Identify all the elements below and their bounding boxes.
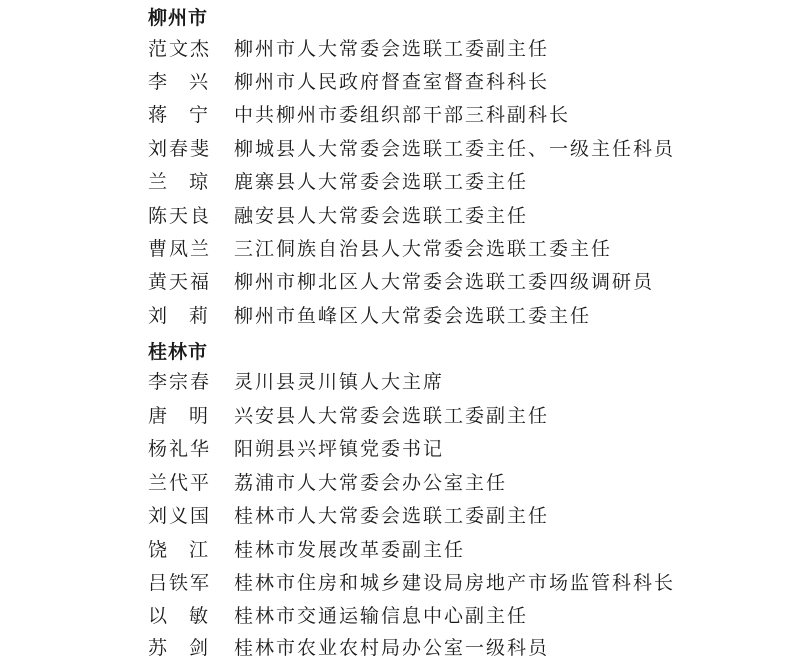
person-name: 黄天福 <box>148 271 212 293</box>
person-title: 桂林市发展改革委副主任 <box>234 539 466 561</box>
person-name: 李 兴 <box>148 71 208 93</box>
person-name: 蒋 宁 <box>148 104 208 126</box>
person-title: 兴安县人大常委会选联工委副主任 <box>234 405 550 427</box>
person-name: 兰 琼 <box>148 171 208 193</box>
person-title: 灵川县灵川镇人大主席 <box>234 371 445 393</box>
person-title: 柳州市鱼峰区人大常委会选联工委主任 <box>234 305 592 327</box>
person-name: 曹凤兰 <box>148 238 212 260</box>
person-title: 三江侗族自治县人大常委会选联工委主任 <box>234 238 613 260</box>
person-name: 李宗春 <box>148 371 212 393</box>
person-title: 桂林市交通运输信息中心副主任 <box>234 605 529 627</box>
person-name: 刘义国 <box>148 505 212 527</box>
section-heading-liuzhou: 柳州市 <box>148 7 209 29</box>
person-title: 柳州市柳北区人大常委会选联工委四级调研员 <box>234 271 655 293</box>
person-name: 苏 剑 <box>148 637 208 659</box>
section-heading-guilin: 桂林市 <box>148 341 209 363</box>
person-name: 以 敏 <box>148 605 208 627</box>
person-name: 饶 江 <box>148 539 208 561</box>
person-title: 桂林市住房和城乡建设局房地产市场监管科科长 <box>234 572 676 594</box>
person-title: 桂林市农业农村局办公室一级科员 <box>234 637 550 659</box>
person-title: 阳朔县兴坪镇党委书记 <box>234 438 445 460</box>
person-name: 兰代平 <box>148 472 212 494</box>
person-title: 鹿寨县人大常委会选联工委主任 <box>234 171 529 193</box>
person-name: 陈天良 <box>148 205 212 227</box>
person-name: 吕铁军 <box>148 572 212 594</box>
person-title: 柳州市人大常委会选联工委副主任 <box>234 38 550 60</box>
person-title: 荔浦市人大常委会办公室主任 <box>234 472 508 494</box>
person-title: 桂林市人大常委会选联工委副主任 <box>234 505 550 527</box>
person-title: 中共柳州市委组织部干部三科副科长 <box>234 104 571 126</box>
person-name: 杨礼华 <box>148 438 212 460</box>
person-title: 柳州市人民政府督查室督查科科长 <box>234 71 550 93</box>
person-name: 刘春斐 <box>148 138 212 160</box>
person-name: 刘 莉 <box>148 305 208 327</box>
person-title: 柳城县人大常委会选联工委主任、一级主任科员 <box>234 138 676 160</box>
person-name: 范文杰 <box>148 38 212 60</box>
person-title: 融安县人大常委会选联工委主任 <box>234 205 529 227</box>
person-name: 唐 明 <box>148 405 208 427</box>
